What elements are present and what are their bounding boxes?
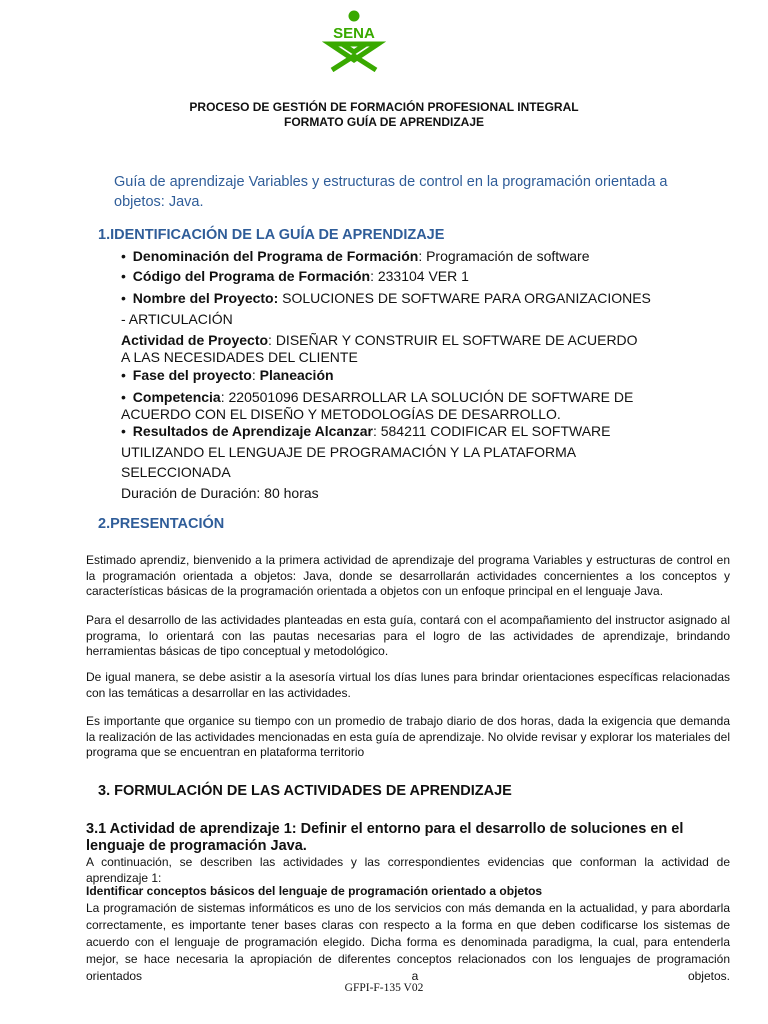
presentacion-paragraph-4: Es importante que organice su tiempo con un promedio de trabajo diario de dos horas, dada la exigencia que demanda la realización de las actividades mencionadas en esta guía de aprendizaje. No olvide revisar y explorar los materiales del programa que se encuentran en plataforma territorio — [86, 714, 730, 759]
duracion-line: Duración de Duración: 80 horas — [121, 485, 319, 501]
activity-1-title: 3.1 Actividad de aprendizaje 1: Definir el entorno para el desarrollo de soluciones en el lenguaje de programación Java. — [86, 821, 684, 854]
codigo-label: Código del Programa de Formación — [132, 268, 371, 284]
fase-line — [121, 365, 334, 385]
sena-logo-text: SENA — [333, 25, 375, 42]
section-3-title: 3. FORMULACIÓN DE LAS ACTIVIDADES DE APRENDIZAJE — [98, 783, 512, 799]
resultados-cont-2: SELECCIONADA — [121, 464, 231, 480]
proyecto-value: SOLUCIONES DE SOFTWARE PARA ORGANIZACIONES — [278, 290, 651, 306]
competencia-label: Competencia — [132, 389, 221, 405]
proyecto-line — [121, 288, 651, 308]
header-line-2: FORMATO GUÍA DE APRENDIZAJE — [283, 115, 484, 129]
denominacion-label: Denominación del Programa de Formación — [132, 248, 419, 264]
denominacion-value: : Programación de software — [418, 248, 590, 264]
actividad-cont: A LAS NECESIDADES DEL CLIENTE — [121, 349, 358, 365]
header-line-1: PROCESO DE GESTIÓN DE FORMACIÓN PROFESIONAL INTEGRAL — [189, 100, 579, 114]
activity-1-bold-line: Identificar conceptos básicos del lenguaje de programación orientado a objetos — [86, 884, 543, 898]
fase-sep: : — [251, 367, 260, 383]
presentacion-paragraph-2: Para el desarrollo de las actividades planteadas en esta guía, contará con el acompañamiento del instructor asignado al programa, lo orientará con las pautas necesarias para el logro de las actividades de aprendizaje, brindando herramientas básicas de tipo conceptual y metodológico. — [86, 613, 730, 658]
denominacion-line — [121, 246, 590, 266]
competencia-cont: ACUERDO CON EL DISEÑO Y METODOLOGÍAS DE DESARROLLO. — [121, 406, 561, 422]
presentacion-paragraph-1: Estimado aprendiz, bienvenido a la primera actividad de aprendizaje del programa Variables y estructuras de control en la programación orientada a objetos: Java, donde se desarrollarán actividades concernientes a los conceptos y características básicas de la programación orientada a objetos con un enfoque principal en el lenguaje Java. — [86, 553, 730, 598]
competencia-value: : 220501096 DESARROLLAR LA SOLUCIÓN DE SOFTWARE DE — [220, 389, 634, 405]
proyecto-label: Nombre del Proyecto: — [132, 290, 279, 306]
section-1-title: 1.IDENTIFICACIÓN DE LA GUÍA DE APRENDIZAJE — [98, 227, 445, 243]
sena-logo — [322, 10, 386, 72]
activity-1-body: La programación de sistemas informáticos es uno de los servicios con más demanda en la actualidad, y para abordarla correctamente, es importante tener bases claras con respecto a la forma en que deben codificarse los sistemas de acuerdo con el lenguaje de programación elegido. Dicha forma es denominada paradigma, la cual, para entenderla mejor, se hace necesaria la apropiación de diferentes conceptos relacionados con los lenguajes de programación orientados a objetos. — [86, 901, 730, 983]
fase-value: Planeación — [259, 367, 334, 383]
resultados-line — [121, 421, 610, 441]
codigo-value: : 233104 VER 1 — [370, 268, 469, 284]
proyecto-cont: - ARTICULACIÓN — [121, 311, 233, 327]
section-2-title: 2.PRESENTACIÓN — [98, 516, 225, 532]
resultados-value: : 584211 CODIFICAR EL SOFTWARE — [372, 423, 611, 439]
guide-title — [114, 172, 674, 212]
fase-label: Fase del proyecto — [132, 367, 252, 383]
guide-title-line-2: objetos: Java. — [114, 194, 204, 210]
codigo-line — [121, 266, 469, 286]
actividad-value: : DISEÑAR Y CONSTRUIR EL SOFTWARE DE ACUERDO — [268, 332, 638, 348]
presentacion-paragraph-3: De igual manera, se debe asistir a la asesoría virtual los días lunes para brindar orientaciones específicas relacionadas con las temáticas a desarrollar en las actividades. — [86, 670, 730, 700]
sena-logo-icon — [322, 10, 386, 72]
actividad-label: Actividad de Proyecto — [121, 332, 269, 348]
activity-1-intro: A continuación, se describen las actividades y las correspondientes evidencias que conforman la actividad de aprendizaje 1: — [86, 855, 730, 885]
guide-title-line-1: Guía de aprendizaje Variables y estructuras de control en la programación orientada a — [114, 174, 668, 190]
resultados-cont-1: UTILIZANDO EL LENGUAJE DE PROGRAMACIÓN Y LA PLATAFORMA — [121, 444, 577, 460]
resultados-label: Resultados de Aprendizaje Alcanzar — [132, 423, 373, 439]
footer-code: GFPI-F-135 V02 — [344, 982, 424, 994]
